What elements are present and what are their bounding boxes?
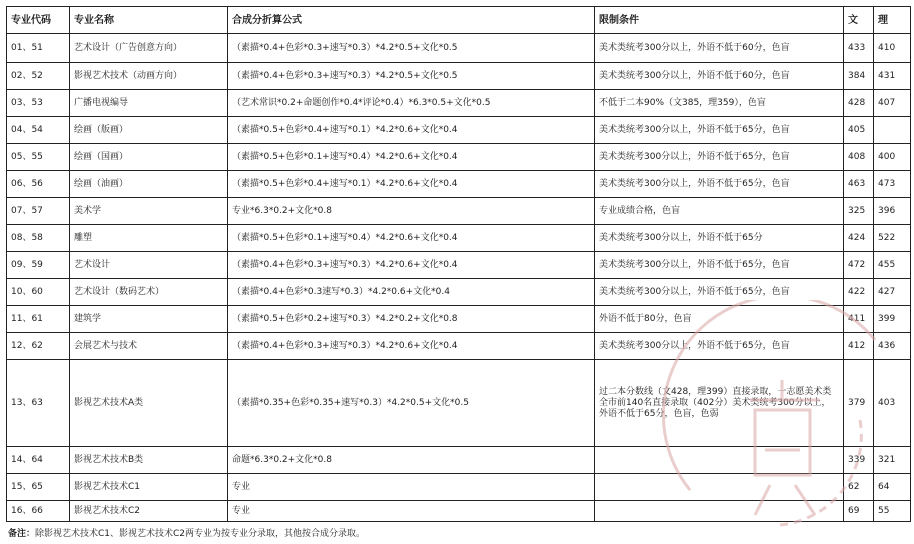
cell-formula: 专业 xyxy=(228,474,595,501)
table-row xyxy=(7,198,911,225)
cell-wen: 472 xyxy=(844,252,874,279)
cell-name: 影视艺术技术（动画方向） xyxy=(70,63,228,90)
cell-formula: （素描*0.4+色彩*0.3速写*0.3）*4.2*0.6+文化*0.4 xyxy=(228,279,595,306)
cell-name: 艺术设计（数码艺术） xyxy=(70,279,228,306)
cell-limit: 美术类统考300分以上，外语不低于65分 xyxy=(595,225,844,252)
cell-code: 04、54 xyxy=(7,117,70,144)
table-row xyxy=(7,252,911,279)
cell-limit: 过二本分数线（文428，理399）直接录取，一志愿美术类全市前140名直接录取（402分）美术类统考300分以上，外语不低于65分，色盲，色弱 xyxy=(595,360,844,447)
cell-limit: 美术类统考300分以上，外语不低于65分，色盲 xyxy=(595,144,844,171)
footnote-label: 备注： xyxy=(8,529,36,539)
cell-li: 407 xyxy=(874,90,911,117)
cell-formula: （素描*0.35+色彩*0.35+速写*0.3）*4.2*0.5+文化*0.5 xyxy=(228,360,595,447)
header-limit: 限制条件 xyxy=(595,7,844,34)
cell-li: 64 xyxy=(874,474,911,501)
table-header-row xyxy=(7,7,911,34)
cell-li: 400 xyxy=(874,144,911,171)
cell-wen: 379 xyxy=(844,360,874,447)
table-row xyxy=(7,360,911,447)
cell-li: 399 xyxy=(874,306,911,333)
cell-limit xyxy=(595,474,844,501)
cell-name: 艺术设计（广告创意方向） xyxy=(70,34,228,63)
cell-limit: 专业成绩合格，色盲 xyxy=(595,198,844,225)
cell-wen: 412 xyxy=(844,333,874,360)
cell-name: 影视艺术技术B类 xyxy=(70,447,228,474)
cell-limit: 美术类统考300分以上，外语不低于65分，色盲 xyxy=(595,252,844,279)
cell-name: 会展艺术与技术 xyxy=(70,333,228,360)
table-row xyxy=(7,333,911,360)
cell-formula: （素描*0.5+色彩*0.4+速写*0.1）*4.2*0.6+文化*0.4 xyxy=(228,117,595,144)
cell-limit xyxy=(595,501,844,522)
cell-limit: 美术类统考300分以上，外语不低于60分，色盲 xyxy=(595,63,844,90)
header-li: 理 xyxy=(874,7,911,34)
cell-code: 13、63 xyxy=(7,360,70,447)
cell-code: 07、57 xyxy=(7,198,70,225)
cell-formula: （素描*0.5+色彩*0.1+速写*0.4）*4.2*0.6+文化*0.4 xyxy=(228,144,595,171)
admission-score-table xyxy=(6,6,911,522)
cell-wen: 384 xyxy=(844,63,874,90)
cell-name: 影视艺术技术A类 xyxy=(70,360,228,447)
footnote-text: 除影视艺术技术C1、影视艺术技术C2两专业为按专业分录取，其他按合成分录取。 xyxy=(35,529,366,539)
cell-wen: 463 xyxy=(844,171,874,198)
table-row xyxy=(7,171,911,198)
cell-code: 12、62 xyxy=(7,333,70,360)
cell-name: 绘画（国画） xyxy=(70,144,228,171)
cell-limit: 美术类统考300分以上，外语不低于65分，色盲 xyxy=(595,333,844,360)
cell-wen: 433 xyxy=(844,34,874,63)
cell-wen: 424 xyxy=(844,225,874,252)
header-formula: 合成分折算公式 xyxy=(228,7,595,34)
table-row xyxy=(7,144,911,171)
cell-formula: （素描*0.4+色彩*0.3+速写*0.3）*4.2*0.5+文化*0.5 xyxy=(228,34,595,63)
header-code: 专业代码 xyxy=(7,7,70,34)
cell-li: 55 xyxy=(874,501,911,522)
cell-code: 09、59 xyxy=(7,252,70,279)
cell-wen: 405 xyxy=(844,117,874,144)
cell-code: 05、55 xyxy=(7,144,70,171)
cell-name: 影视艺术技术C2 xyxy=(70,501,228,522)
cell-li: 403 xyxy=(874,360,911,447)
cell-limit: 美术类统考300分以上，外语不低于65分，色盲 xyxy=(595,279,844,306)
cell-wen: 422 xyxy=(844,279,874,306)
cell-formula: （素描*0.4+色彩*0.3+速写*0.3）*4.2*0.6+文化*0.4 xyxy=(228,252,595,279)
cell-limit: 外语不低于80分，色盲 xyxy=(595,306,844,333)
cell-code: 03、53 xyxy=(7,90,70,117)
header-name: 专业名称 xyxy=(70,7,228,34)
table-row xyxy=(7,117,911,144)
cell-limit xyxy=(595,447,844,474)
footnote xyxy=(8,529,365,540)
cell-name: 绘画（版画） xyxy=(70,117,228,144)
cell-li: 455 xyxy=(874,252,911,279)
cell-code: 15、65 xyxy=(7,474,70,501)
cell-wen: 408 xyxy=(844,144,874,171)
cell-code: 01、51 xyxy=(7,34,70,63)
cell-formula: （艺术常识*0.2+命题创作*0.4*评论*0.4）*6.3*0.5+文化*0.5 xyxy=(228,90,595,117)
cell-wen: 325 xyxy=(844,198,874,225)
cell-limit: 不低于二本90%（文385，理359），色盲 xyxy=(595,90,844,117)
cell-formula: 命题*6.3*0.2+文化*0.8 xyxy=(228,447,595,474)
cell-name: 建筑学 xyxy=(70,306,228,333)
cell-li: 473 xyxy=(874,171,911,198)
cell-code: 08、58 xyxy=(7,225,70,252)
table-row xyxy=(7,225,911,252)
cell-formula: 专业 xyxy=(228,501,595,522)
cell-name: 影视艺术技术C1 xyxy=(70,474,228,501)
table-row xyxy=(7,34,911,63)
cell-code: 14、64 xyxy=(7,447,70,474)
table-row xyxy=(7,279,911,306)
header-wen: 文 xyxy=(844,7,874,34)
cell-li: 321 xyxy=(874,447,911,474)
cell-wen: 428 xyxy=(844,90,874,117)
table-row xyxy=(7,501,911,522)
cell-wen: 411 xyxy=(844,306,874,333)
cell-name: 绘画（油画） xyxy=(70,171,228,198)
cell-formula: （素描*0.4+色彩*0.3+速写*0.3）*4.2*0.6+文化*0.4 xyxy=(228,333,595,360)
table-row xyxy=(7,447,911,474)
cell-name: 艺术设计 xyxy=(70,252,228,279)
cell-wen: 69 xyxy=(844,501,874,522)
cell-formula: （素描*0.5+色彩*0.2+速写*0.3）*4.2*0.2+文化*0.8 xyxy=(228,306,595,333)
cell-li xyxy=(874,117,911,144)
cell-limit: 美术类统考300分以上，外语不低于60分，色盲 xyxy=(595,34,844,63)
table-row xyxy=(7,474,911,501)
cell-name: 雕塑 xyxy=(70,225,228,252)
cell-limit: 美术类统考300分以上，外语不低于65分，色盲 xyxy=(595,117,844,144)
cell-name: 广播电视编导 xyxy=(70,90,228,117)
cell-li: 427 xyxy=(874,279,911,306)
table-row xyxy=(7,63,911,90)
cell-code: 10、60 xyxy=(7,279,70,306)
cell-li: 522 xyxy=(874,225,911,252)
cell-formula: （素描*0.5+色彩*0.4+速写*0.1）*4.2*0.6+文化*0.4 xyxy=(228,171,595,198)
cell-code: 16、66 xyxy=(7,501,70,522)
cell-code: 02、52 xyxy=(7,63,70,90)
cell-li: 410 xyxy=(874,34,911,63)
cell-li: 396 xyxy=(874,198,911,225)
cell-li: 431 xyxy=(874,63,911,90)
cell-formula: 专业*6.3*0.2+文化*0.8 xyxy=(228,198,595,225)
table-row xyxy=(7,306,911,333)
cell-wen: 62 xyxy=(844,474,874,501)
cell-name: 美术学 xyxy=(70,198,228,225)
cell-code: 11、61 xyxy=(7,306,70,333)
cell-code: 06、56 xyxy=(7,171,70,198)
cell-formula: （素描*0.5+色彩*0.1+速写*0.4）*4.2*0.6+文化*0.4 xyxy=(228,225,595,252)
cell-wen: 339 xyxy=(844,447,874,474)
table-row xyxy=(7,90,911,117)
cell-formula: （素描*0.4+色彩*0.3+速写*0.3）*4.2*0.5+文化*0.5 xyxy=(228,63,595,90)
cell-limit: 美术类统考300分以上，外语不低于65分，色盲 xyxy=(595,171,844,198)
cell-li: 436 xyxy=(874,333,911,360)
